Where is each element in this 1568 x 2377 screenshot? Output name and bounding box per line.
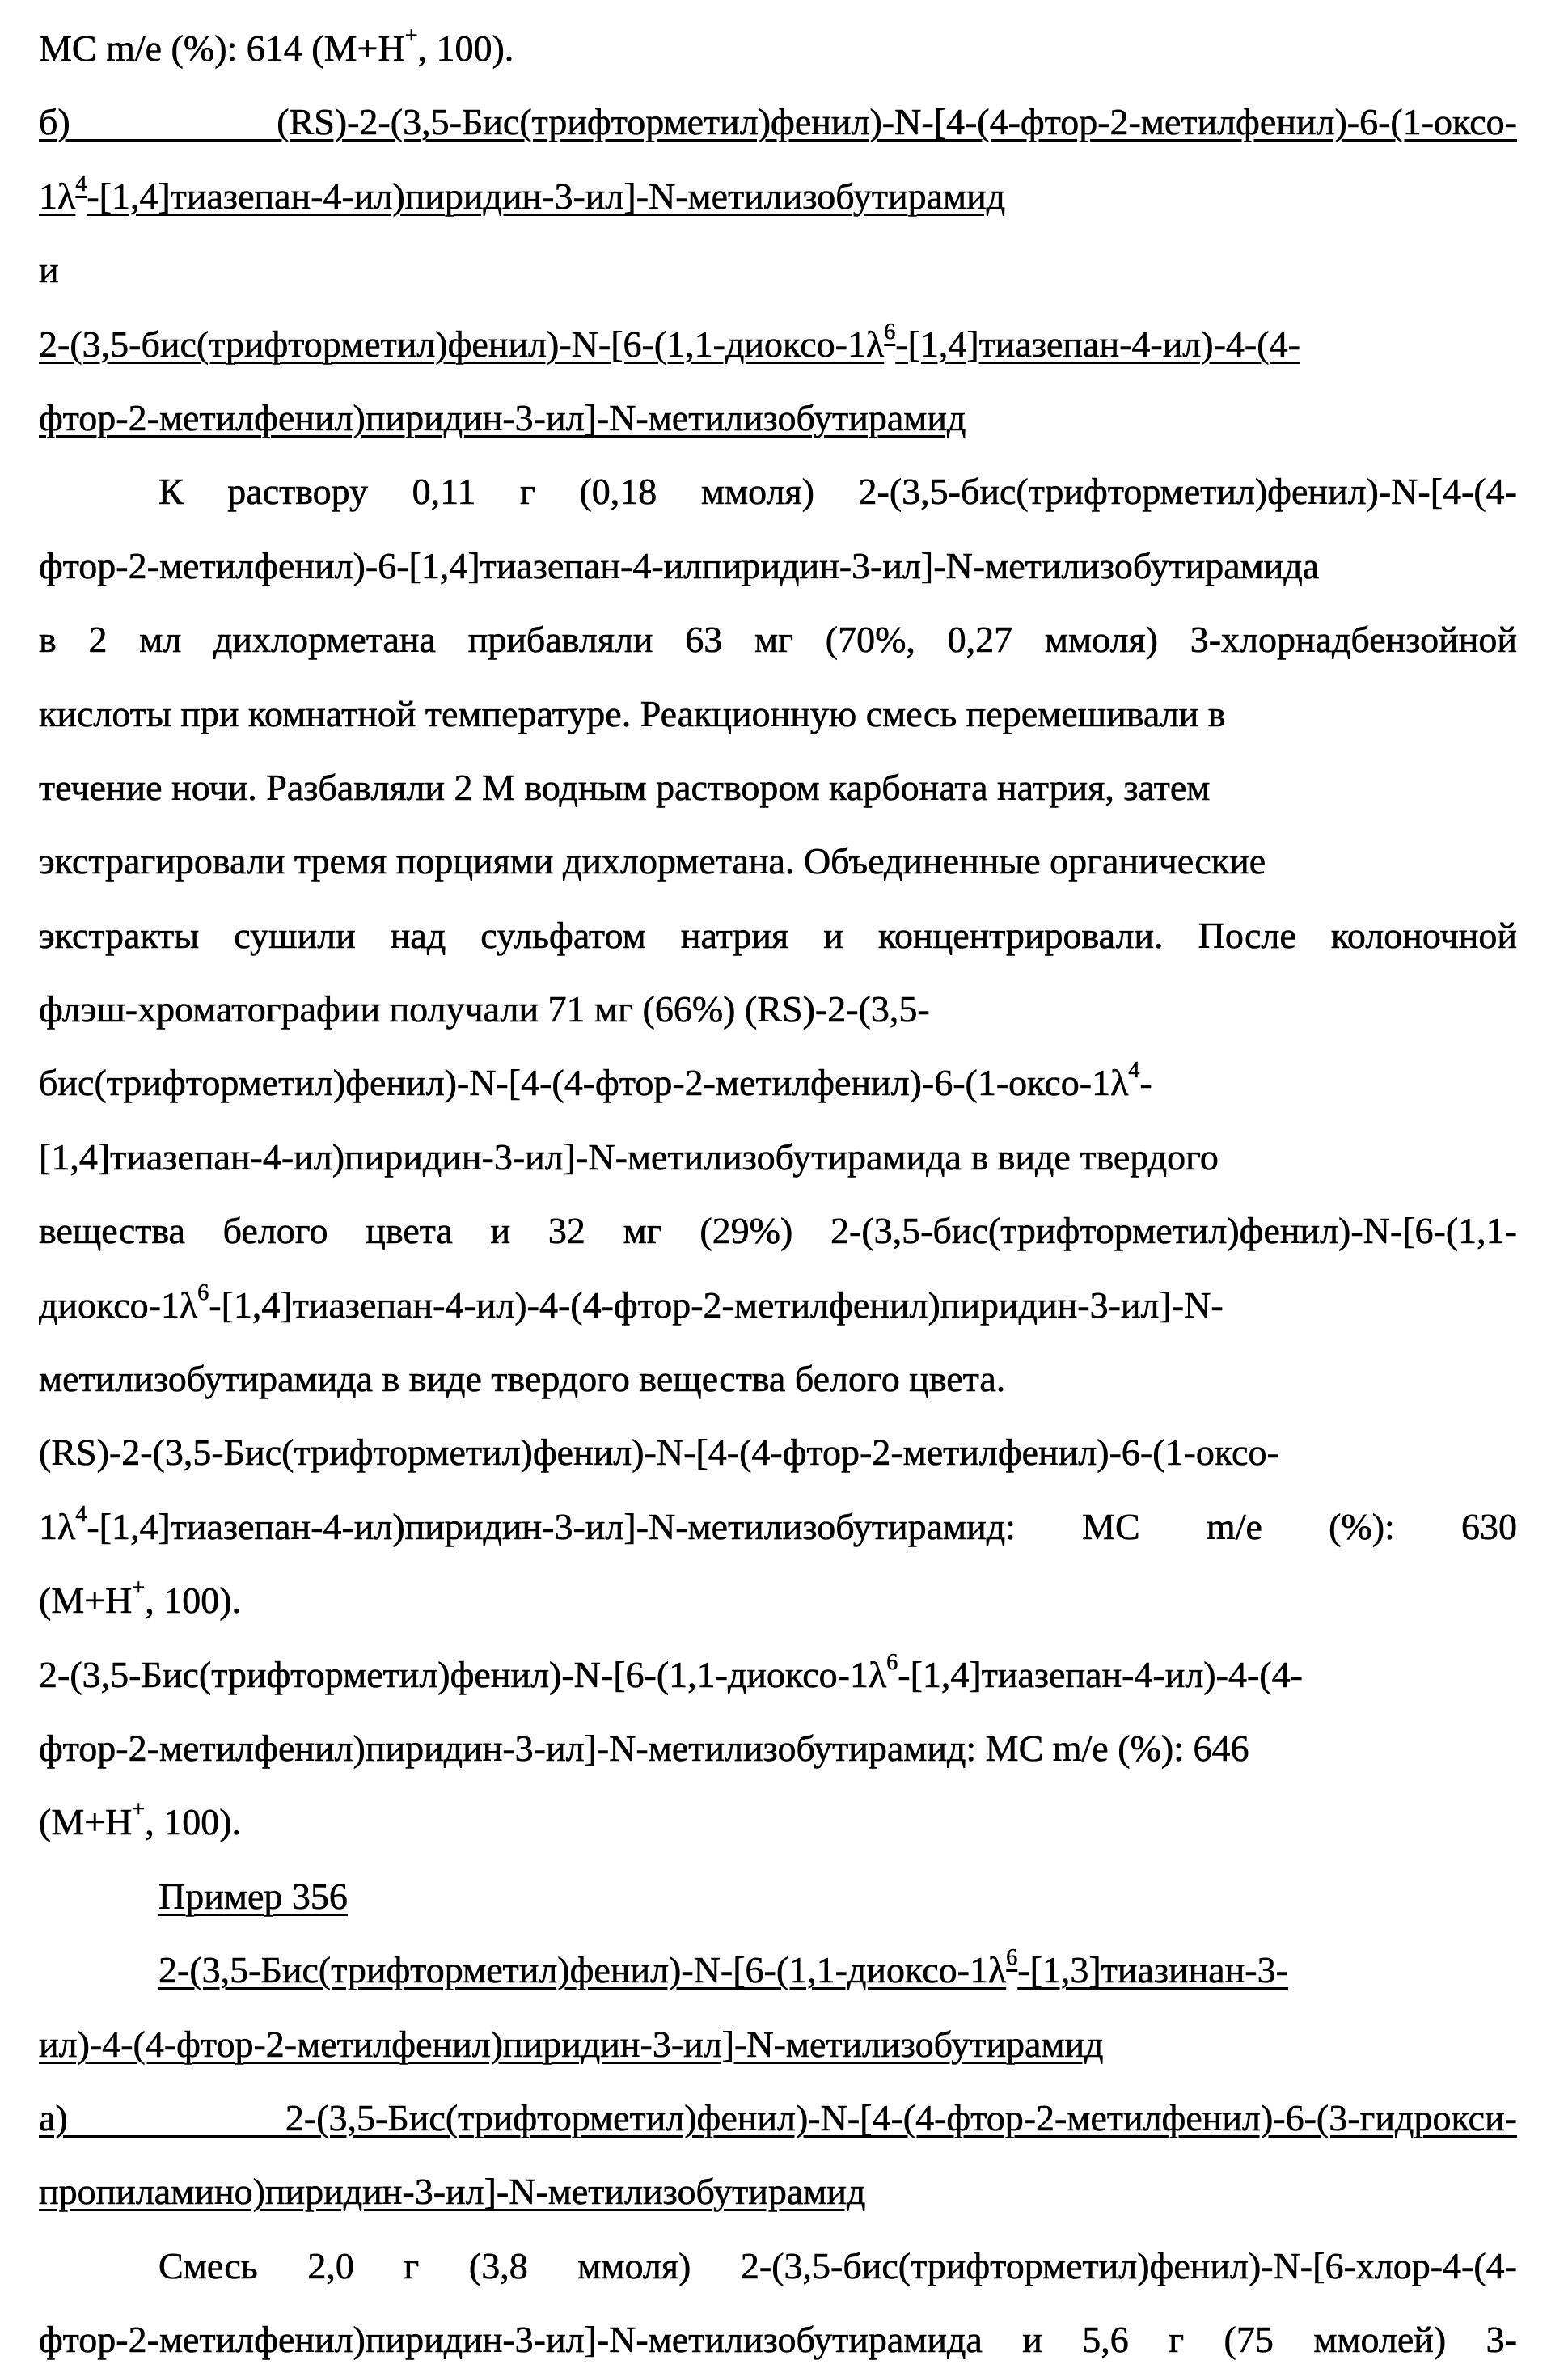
text-run: метилизобутирамида в виде твердого вещества белого цвета. xyxy=(39,1358,1005,1399)
text-line xyxy=(39,159,1517,233)
text-line xyxy=(39,2229,1517,2303)
text-run: , 100). xyxy=(145,1801,241,1842)
text-run: 2-(3,5-Бис(трифторметил)фенил)-N-[6-(1,1-диоксо-1λ xyxy=(39,1654,886,1695)
text-line xyxy=(39,972,1517,1046)
text-line xyxy=(39,824,1517,898)
text-run: фтор-2-метилфенил)пиридин-3-ил]-N-метилизобутирамид xyxy=(39,397,966,438)
text-run: -[1,4]тиазепан-4-ил)пиридин-3-ил]-N-метилизобутирамид xyxy=(87,176,1005,217)
text-run: МС m/e (%): 614 (M+H xyxy=(39,27,405,69)
document-page xyxy=(39,11,1517,2377)
text-run: флэш-хроматографии получали 71 мг (66%) (RS)-2-(3,5- xyxy=(39,988,930,1030)
text-run: 2-(3,5-Бис(трифторметил)фенил)-N-[6-(1,1-диоксо-1λ xyxy=(158,1949,1006,1990)
text-line xyxy=(39,233,1517,307)
text-line xyxy=(39,1859,1517,1933)
superscript: + xyxy=(405,23,418,49)
text-run: -[1,4]тиазепан-4-ил)-4-(4-фтор-2-метилфенил)пиридин-3-ил]-N- xyxy=(209,1284,1223,1326)
text-run: фтор-2-метилфенил)-6-[1,4]тиазепан-4-илпиридин-3-ил]-N-метилизобутирамида xyxy=(39,545,1319,586)
text-run: , 100). xyxy=(417,27,514,69)
text-line xyxy=(39,307,1517,381)
text-line xyxy=(39,85,1517,159)
text-run: вещества белого цвета и 32 мг (29%) 2-(3,5-бис(трифторметил)фенил)-N-[6-(1,1- xyxy=(39,1210,1517,1251)
text-line xyxy=(39,1711,1517,1785)
text-line xyxy=(39,2303,1517,2376)
text-line xyxy=(39,455,1517,528)
text-run: -[1,3]тиазинан-3- xyxy=(1017,1949,1288,1990)
text-run: экстракты сушили над сульфатом натрия и концентрировали. После колоночной xyxy=(39,915,1517,956)
text-line xyxy=(39,529,1517,603)
text-line xyxy=(39,1342,1517,1415)
text-line xyxy=(39,751,1517,824)
text-run: фтор-2-метилфенил)пиридин-3-ил]-N-метилизобутирамид: МС m/e (%): 646 xyxy=(39,1728,1249,1769)
text-run: Смесь 2,0 г (3,8 ммоля) 2-(3,5-бис(трифторметил)фенил)-N-[6-хлор-4-(4- xyxy=(158,2245,1517,2286)
text-line xyxy=(39,677,1517,751)
text-run: 1λ xyxy=(39,176,75,217)
text-run: и xyxy=(39,249,59,290)
text-run: (RS)-2-(3,5-Бис(трифторметил)фенил)-N-[4-(4-фтор-2-метилфенил)-6-(1-оксо- xyxy=(39,1432,1279,1473)
text-line xyxy=(39,1194,1517,1267)
text-line xyxy=(39,899,1517,972)
text-run: ил)-4-(4-фтор-2-метилфенил)пиридин-3-ил]-N-метилизобутирамид xyxy=(39,2024,1104,2065)
text-line xyxy=(39,1415,1517,1489)
text-run: 1λ xyxy=(39,1506,75,1547)
text-run: б) (RS)-2-(3,5-Бис(трифторметил)фенил)-N-[4-(4-фтор-2-метилфенил)-6-(1-оксо- xyxy=(39,101,1517,142)
text-run: - xyxy=(1139,1062,1152,1103)
text-line xyxy=(39,603,1517,676)
text-line xyxy=(39,1046,1517,1119)
text-run: -[1,4]тиазепан-4-ил)-4-(4- xyxy=(895,324,1300,365)
text-run: диоксо-1λ xyxy=(39,1284,197,1326)
text-line xyxy=(39,2155,1517,2228)
text-run: -[1,4]тиазепан-4-ил)пиридин-3-ил]-N-метилизобутирамид: МС m/e (%): 630 xyxy=(87,1506,1517,1547)
superscript: 6 xyxy=(886,1650,898,1675)
superscript: + xyxy=(132,1576,145,1601)
text-run: бис(трифторметил)фенил)-N-[4-(4-фтор-2-метилфенил)-6-(1-оксо-1λ xyxy=(39,1062,1128,1103)
superscript: + xyxy=(132,1797,145,1822)
text-run: (M+H xyxy=(39,1580,132,1621)
superscript: 6 xyxy=(884,319,895,345)
text-run: в 2 мл дихлорметана прибавляли 63 мг (70%, 0,27 ммоля) 3-хлорнадбензойной xyxy=(39,619,1517,660)
text-run: Пример 356 xyxy=(158,1876,348,1917)
text-line xyxy=(39,1785,1517,1859)
text-line xyxy=(39,1268,1517,1342)
text-run: пропиламино)пиридин-3-ил]-N-метилизобутирамид xyxy=(39,2171,865,2212)
text-run: экстрагировали тремя порциями дихлорметана. Объединенные органические xyxy=(39,840,1266,882)
text-line xyxy=(39,1933,1517,2007)
text-run: течение ночи. Разбавляли 2 М водным раствором карбоната натрия, затем xyxy=(39,767,1210,808)
text-run: кислоты при комнатной температуре. Реакционную смесь перемешивали в xyxy=(39,693,1226,734)
text-line xyxy=(39,2081,1517,2155)
text-line xyxy=(39,1120,1517,1194)
text-line xyxy=(39,11,1517,85)
text-run: К раствору 0,11 г (0,18 ммоля) 2-(3,5-бис(трифторметил)фенил)-N-[4-(4- xyxy=(158,471,1517,512)
text-line xyxy=(39,1638,1517,1711)
text-run: -[1,4]тиазепан-4-ил)-4-(4- xyxy=(898,1654,1303,1695)
superscript: 4 xyxy=(75,171,87,197)
text-run: фтор-2-метилфенил)пиридин-3-ил]-N-метилизобутирамида и 5,6 г (75 ммолей) 3- xyxy=(39,2319,1517,2360)
text-line xyxy=(39,2007,1517,2081)
text-run: (M+H xyxy=(39,1801,132,1842)
superscript: 6 xyxy=(197,1280,209,1305)
text-line xyxy=(39,1563,1517,1637)
superscript: 4 xyxy=(75,1502,87,1527)
text-run: [1,4]тиазепан-4-ил)пиридин-3-ил]-N-метилизобутирамида в виде твердого xyxy=(39,1136,1219,1178)
superscript: 6 xyxy=(1006,1945,1017,1970)
text-run: а) 2-(3,5-Бис(трифторметил)фенил)-N-[4-(4-фтор-2-метилфенил)-6-(3-гидрокси- xyxy=(39,2097,1517,2138)
superscript: 4 xyxy=(1128,1058,1139,1083)
text-run: 2-(3,5-бис(трифторметил)фенил)-N-[6-(1,1-диоксо-1λ xyxy=(39,324,884,365)
text-line xyxy=(39,1490,1517,1563)
text-line xyxy=(39,381,1517,455)
text-run: , 100). xyxy=(145,1580,241,1621)
